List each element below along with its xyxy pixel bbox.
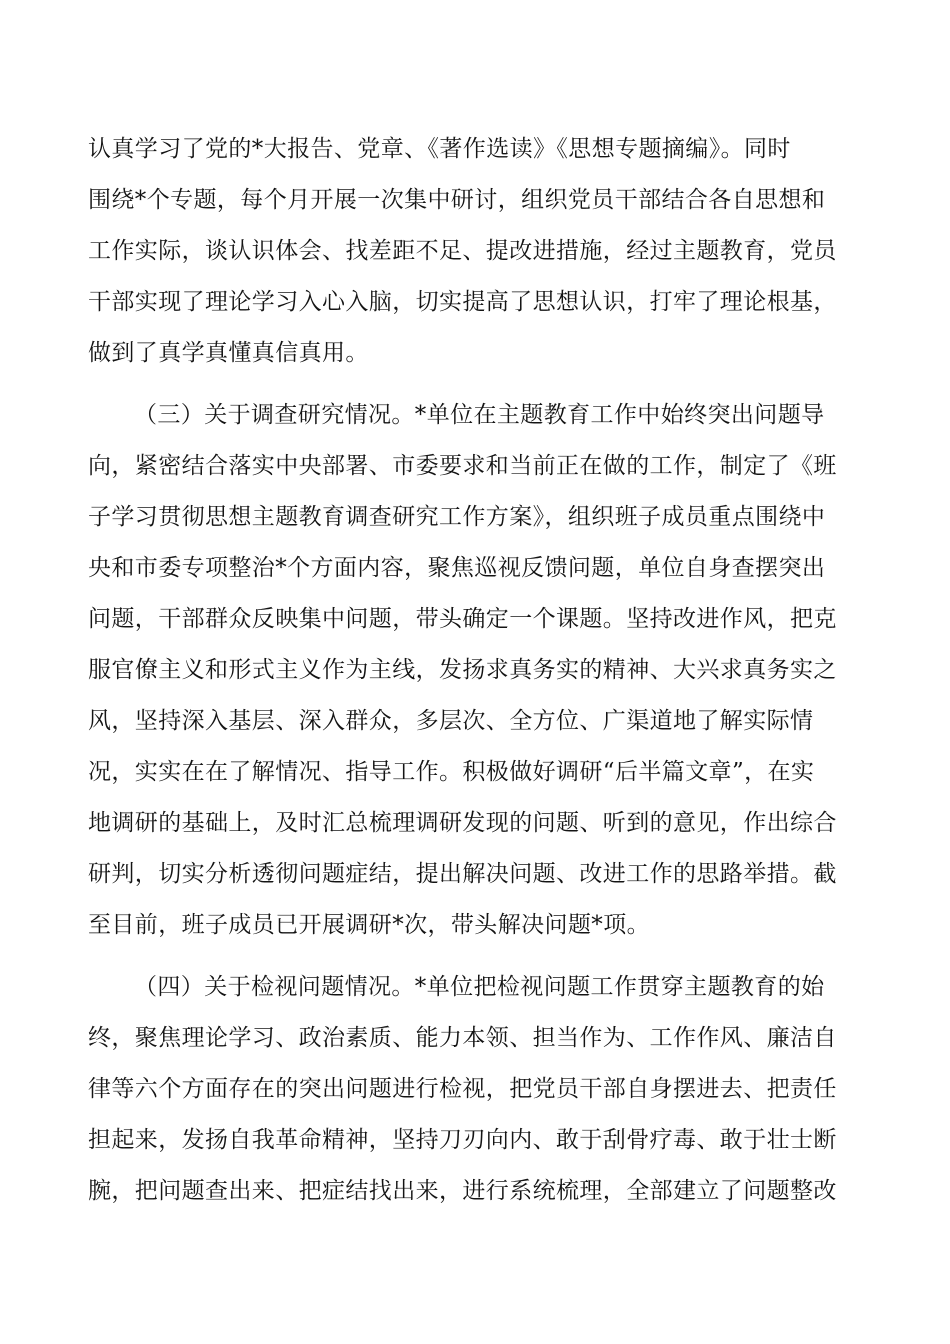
paragraph-research [88,390,864,951]
text-line: 做到了真学真懂真信真用。 [88,340,369,366]
text-line: 认真学习了党的*大报告、党章、《著作选读》《思想专题摘编》。同时 [88,136,791,162]
text-line: 终，聚焦理论学习、政治素质、能力本领、担当作为、工作作风、廉洁自 [88,1025,837,1051]
text-line: 工作实际，谈认识体会、找差距不足、提改进措施，经过主题教育，党员 [88,238,837,264]
text-line: 至目前，班子成员已开展调研*次，带头解决问题*项。 [88,912,650,938]
text-line: 干部实现了理论学习入心入脑，切实提高了思想认识，打牢了理论根基， [88,289,837,315]
text-line: 研判，切实分析透彻问题症结，提出解决问题、改进工作的思路举措。截 [88,861,837,887]
text-line: 风，坚持深入基层、深入群众，多层次、全方位、广渠道地了解实际情 [88,708,814,734]
text-line: 地调研的基础上，及时汇总梳理调研发现的问题、听到的意见，作出综合 [88,810,837,836]
text-line: 问题，干部群众反映集中问题，带头确定一个课题。坚持改进作风，把克 [88,606,837,632]
text-line: 律等六个方面存在的突出问题进行检视，把党员干部自身摆进去、把责任 [88,1076,837,1102]
text-line: 围绕*个专题，每个月开展一次集中研讨，组织党员干部结合各自思想和 [88,187,826,213]
text-line: 子学习贯彻思想主题教育调查研究工作方案》，组织班子成员重点围绕中 [88,504,826,530]
paragraph-study [88,124,864,379]
paragraph-gap [88,951,864,962]
text-line: （三）关于调查研究情况。*单位在主题教育工作中始终突出问题导 [134,402,825,428]
document-body [88,124,864,1217]
text-line: 腕，把问题查出来、把症结找出来，进行系统梳理，全部建立了问题整改 [88,1178,837,1204]
text-line: 向，紧密结合落实中央部署、市委要求和当前正在做的工作，制定了《班 [88,453,837,479]
paragraph-inspection [88,962,864,1217]
text-line: （四）关于检视问题情况。*单位把检视问题工作贯穿主题教育的始 [134,974,825,1000]
paragraph-gap [88,379,864,390]
text-line: 服官僚主义和形式主义作为主线，发扬求真务实的精神、大兴求真务实之 [88,657,837,683]
text-line: 央和市委专项整治*个方面内容，聚焦巡视反馈问题，单位自身查摆突出 [88,555,826,581]
text-line: 担起来，发扬自我革命精神，坚持刀刃向内、敢于刮骨疗毒、敢于壮士断 [88,1127,837,1153]
text-line: 况，实实在在了解情况、指导工作。积极做好调研“后半篇文章”，在实 [88,759,815,785]
